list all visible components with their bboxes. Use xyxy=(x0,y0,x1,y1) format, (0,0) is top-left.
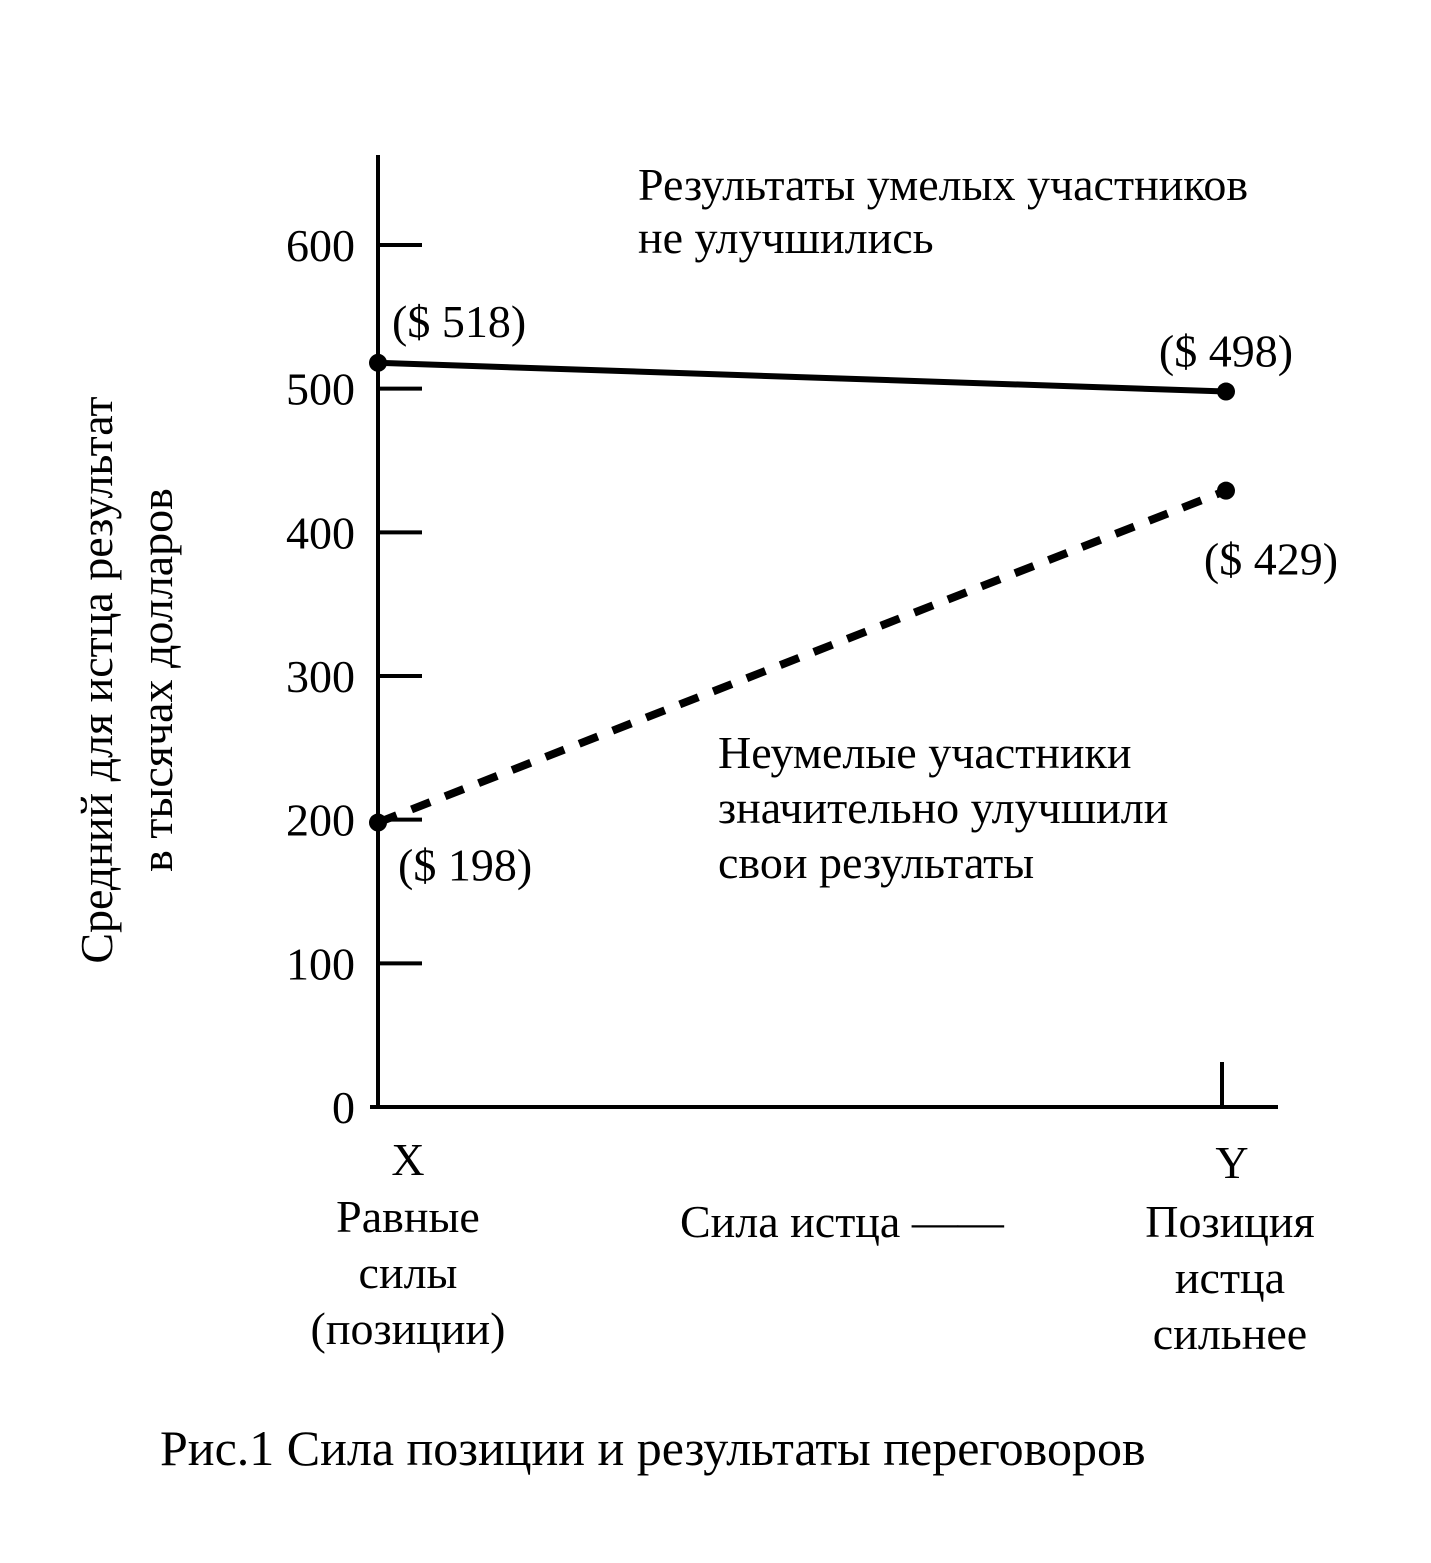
series-2-point-1 xyxy=(369,814,387,832)
y-tick-label-400: 400 xyxy=(286,507,355,559)
series-2-value-label-1: ($ 198) xyxy=(398,839,533,891)
x-category-x: X xyxy=(391,1134,425,1185)
x-caption-y-line-3: сильнее xyxy=(1152,1308,1308,1359)
series-line-1 xyxy=(378,363,1226,392)
annotation-skilled-line-1: Результаты умелых участников xyxy=(638,159,1249,210)
series-1-point-1 xyxy=(369,354,387,372)
y-axis-title-line-1: Средний для истца результат xyxy=(71,396,122,964)
annotation-unskilled-line-3: свои результаты xyxy=(718,837,1035,888)
y-tick-label-300: 300 xyxy=(286,651,355,702)
y-tick-label-200: 200 xyxy=(286,794,355,846)
y-tick-label-100: 100 xyxy=(286,938,355,990)
y-axis-title-line-2: в тысячах долларов xyxy=(131,488,182,872)
figure-caption: Рис.1 Сила позиции и результаты переговоров xyxy=(160,1420,1146,1476)
series-2-value-label-2: ($ 429) xyxy=(1203,533,1339,585)
series-1-value-label-1: ($ 518) xyxy=(392,295,527,347)
y-tick-label-600: 600 xyxy=(286,220,355,271)
x-caption-x-line-2: силы xyxy=(358,1247,458,1298)
annotation-unskilled-line-1: Неумелые участники xyxy=(718,727,1132,778)
y-axis-ticks xyxy=(286,220,422,1133)
x-axis-title: Сила истца —— xyxy=(680,1196,1004,1247)
y-tick-label-0: 0 xyxy=(332,1082,355,1133)
series-2-point-2 xyxy=(1217,482,1235,500)
x-caption-y-line-2: истца xyxy=(1174,1252,1286,1303)
x-caption-y-line-1: Позиция xyxy=(1145,1196,1315,1247)
y-tick-label-500: 500 xyxy=(286,363,355,415)
x-caption-x-line-3: (позиции) xyxy=(310,1303,506,1354)
series-1-point-2 xyxy=(1217,383,1235,401)
annotation-unskilled-line-2: значительно улучшили xyxy=(718,782,1169,833)
x-caption-x-line-1: Равные xyxy=(336,1191,480,1242)
annotation-skilled-line-2: не улучшились xyxy=(638,212,934,263)
series-1-value-label-2: ($ 498) xyxy=(1158,325,1294,377)
x-category-y: Y xyxy=(1215,1137,1249,1188)
